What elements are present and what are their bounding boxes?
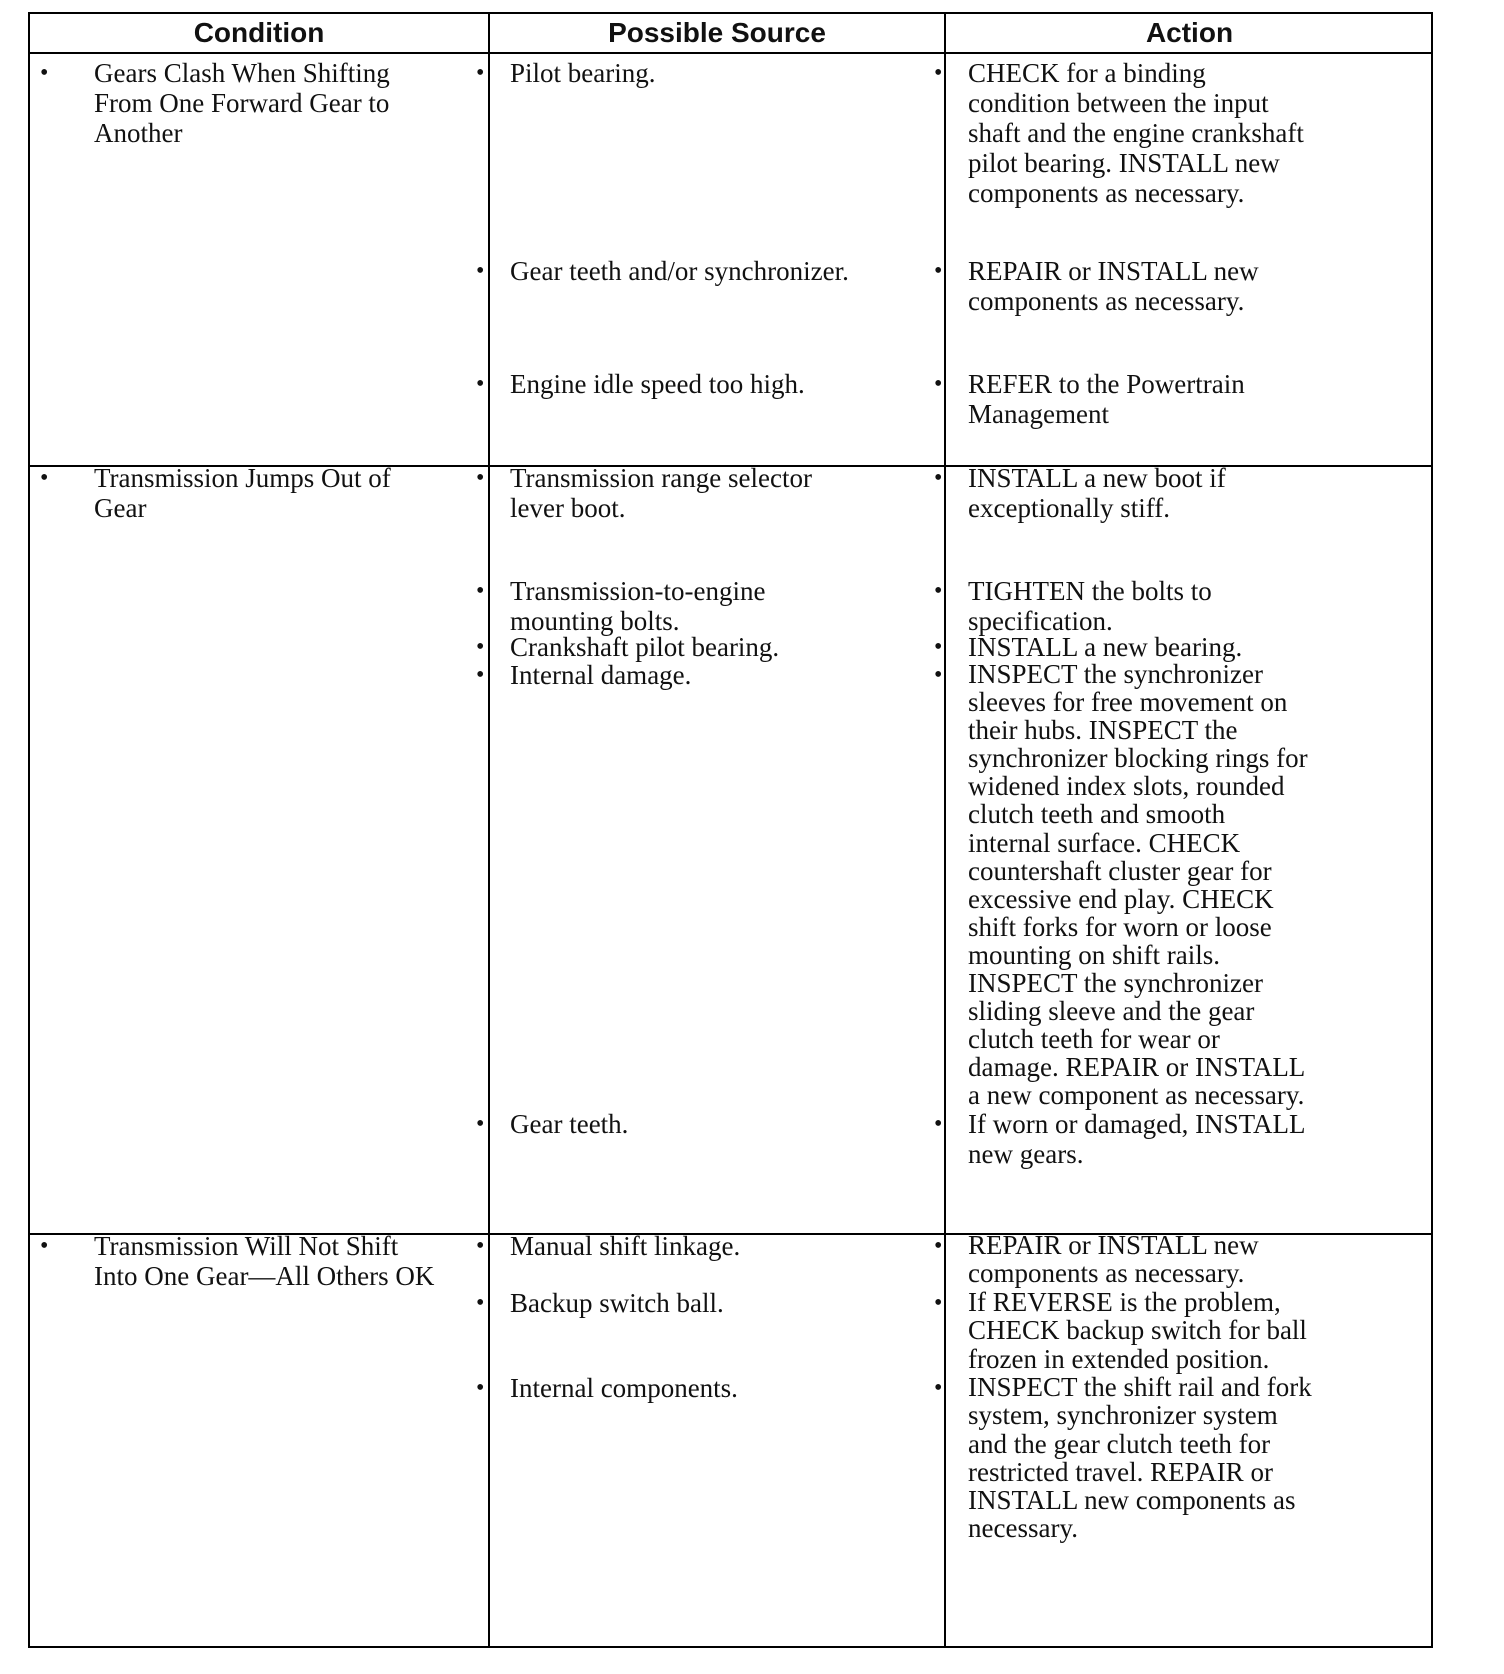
bullet-icon: •	[476, 634, 485, 660]
bullet-icon: •	[476, 1111, 485, 1137]
header-divider	[30, 52, 1431, 54]
bullet-icon: •	[934, 371, 943, 397]
condition-text: Transmission Jumps Out of Gear	[94, 463, 391, 523]
header-possible-source: Possible Source	[608, 17, 826, 48]
condition-text: Transmission Will Not Shift Into One Gear—All Others OK	[94, 1231, 435, 1291]
source-text: Transmission-to-engine mounting bolts.	[510, 576, 766, 636]
action-text: If worn or damaged, INSTALL new gears.	[968, 1109, 1306, 1169]
action-text: REPAIR or INSTALL new components as necessary.	[968, 1230, 1259, 1289]
action-text: TIGHTEN the bolts to specification.	[968, 576, 1212, 636]
bullet-icon: •	[476, 60, 485, 86]
troubleshooting-table	[28, 12, 1433, 1648]
header-action: Action	[1145, 17, 1234, 48]
column-divider	[944, 14, 946, 1646]
condition-text: Gears Clash When Shifting From One Forward Gear to Another	[94, 58, 390, 148]
bullet-icon: •	[934, 258, 943, 284]
bullet-icon: •	[476, 465, 485, 491]
bullet-icon: •	[934, 1233, 943, 1259]
bullet-icon: •	[476, 578, 485, 604]
bullet-icon: •	[934, 662, 943, 688]
source-text: Engine idle speed too high.	[510, 369, 805, 399]
bullet-icon: •	[934, 634, 943, 660]
action-text: CHECK for a binding condition between the input shaft and the engine crankshaft pilot bearing. INSTALL new components as necessary.	[968, 58, 1304, 208]
action-text: INSTALL a new bearing.	[968, 632, 1243, 662]
source-text: Backup switch ball.	[510, 1288, 724, 1318]
source-text: Crankshaft pilot bearing.	[510, 632, 780, 662]
bullet-icon: •	[934, 1111, 943, 1137]
bullet-icon: •	[476, 258, 485, 284]
action-text: INSPECT the shift rail and fork system, synchronizer system and the gear clutch teeth for restricted travel. REPAIR or INSTALL new components as necessary.	[968, 1372, 1312, 1544]
bullet-icon: •	[476, 371, 485, 397]
bullet-icon: •	[934, 465, 943, 491]
bullet-icon: •	[934, 578, 943, 604]
source-text: Internal damage.	[510, 660, 692, 690]
action-text: INSTALL a new boot if exceptionally stiff.	[968, 463, 1226, 523]
bullet-icon: •	[476, 662, 485, 688]
column-divider	[488, 14, 490, 1646]
source-text: Pilot bearing.	[510, 58, 656, 88]
bullet-icon: •	[476, 1290, 485, 1316]
bullet-icon: •	[40, 1233, 49, 1259]
action-text: INSPECT the synchronizer sleeves for free movement on their hubs. INSPECT the synchronizer blocking rings for widened index slots, rounded clutch teeth and smooth internal surface. CHECK countershaft cluster gear for excessive end play. CHECK shift forks for worn or loose mounting on shift rails. INSPECT the synchronizer sliding sleeve and the gear clutch teeth for wear or damage. REPAIR or INSTALL a new component as necessary.	[968, 659, 1308, 1111]
bullet-icon: •	[40, 60, 49, 86]
action-text: If REVERSE is the problem, CHECK backup switch for ball frozen in extended position.	[968, 1287, 1307, 1374]
bullet-icon: •	[934, 1375, 943, 1401]
source-text: Manual shift linkage.	[510, 1231, 741, 1261]
source-text: Gear teeth.	[510, 1109, 629, 1139]
source-text: Transmission range selector lever boot.	[510, 463, 812, 523]
bullet-icon: •	[476, 1375, 485, 1401]
bullet-icon: •	[934, 60, 943, 86]
header-condition: Condition	[193, 17, 325, 48]
bullet-icon: •	[40, 465, 49, 491]
bullet-icon: •	[476, 1233, 485, 1259]
action-text: REPAIR or INSTALL new components as necessary.	[968, 256, 1259, 316]
source-text: Gear teeth and/or synchronizer.	[510, 256, 849, 286]
source-text: Internal components.	[510, 1373, 738, 1403]
bullet-icon: •	[934, 1290, 943, 1316]
action-text: REFER to the Powertrain Management	[968, 369, 1245, 429]
